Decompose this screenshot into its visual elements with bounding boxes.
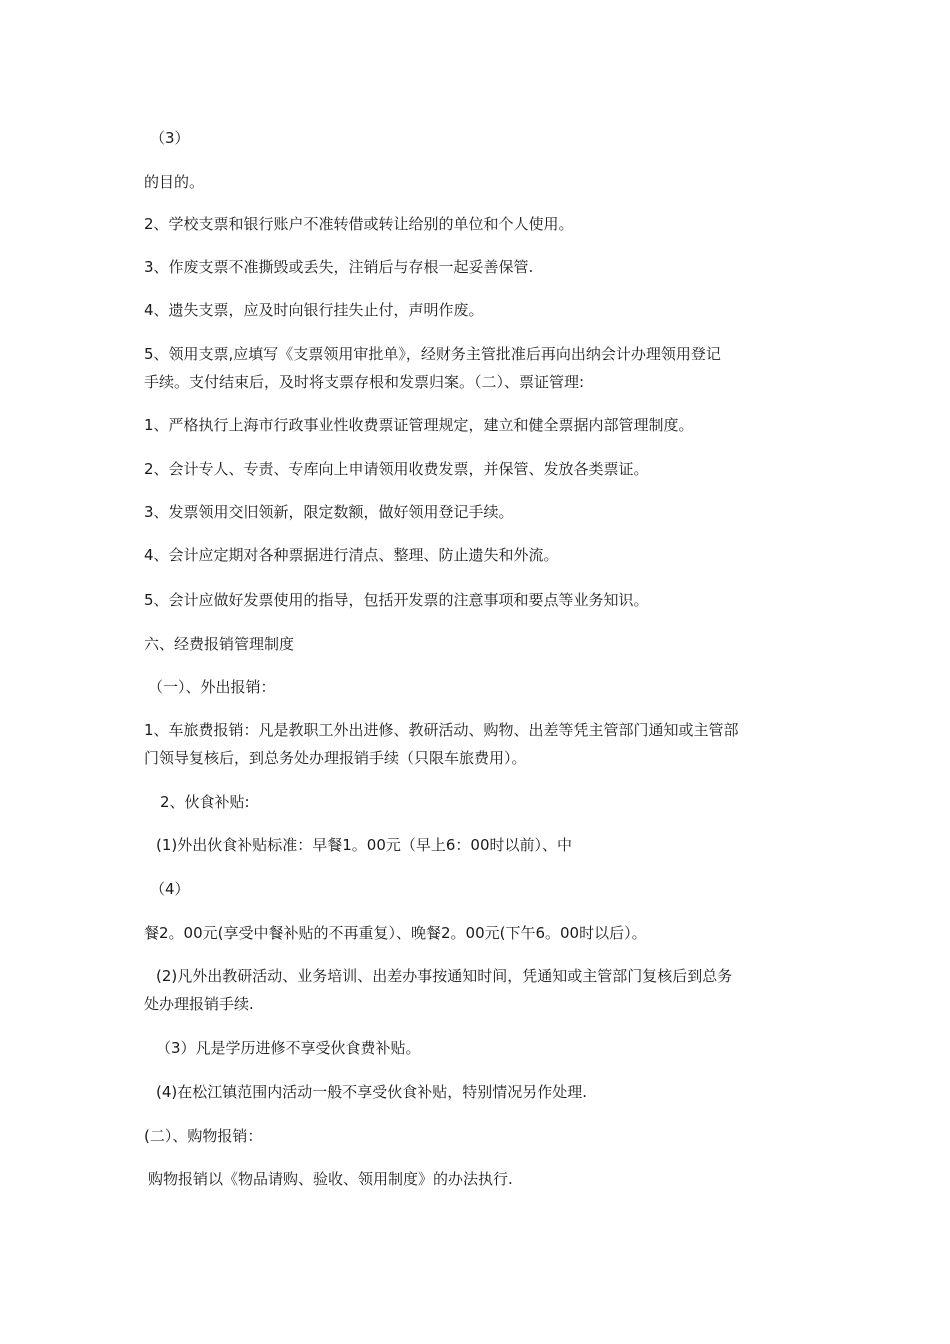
text-line: 5、领用支票,应填写《支票领用审批单》，经财务主管批准后再向出纳会计办理领用登记 (144, 345, 721, 363)
text-line: 5、会计应做好发票使用的指导，包括开发票的注意事项和要点等业务知识。 (144, 591, 649, 609)
text-line: 1、严格执行上海市行政事业性收费票证管理规定，建立和健全票据内部管理制度。 (144, 416, 694, 434)
text-line: 2、伙食补贴: (160, 793, 250, 811)
text-line: （3） (150, 129, 190, 147)
subsection-heading: （一）、外出报销： (148, 678, 276, 696)
text-line: 手续。支付结束后，及时将支票存根和发票归案。（二）、票证管理: (144, 373, 585, 391)
text-line: (2)凡外出教研活动、业务培训、出差办事按通知时间，凭通知或主管部门复核后到总务 (156, 967, 733, 985)
text-line: 门领导复核后，到总务处办理报销手续（只限车旅费用）。 (144, 749, 527, 767)
text-line: 1、车旅费报销：凡是教职工外出进修、教研活动、购物、出差等凭主管部门通知或主管部 (144, 721, 739, 739)
text-line: 的目的。 (144, 173, 205, 191)
text-line: 2、学校支票和银行账户不准转借或转让给别的单位和个人使用。 (144, 215, 574, 233)
text-line: （4） (150, 880, 190, 898)
text-line: 3、作废支票不准撕毁或丢失，注销后与存根一起妥善保管. (144, 258, 534, 276)
text-line: 2、会计专人、专责、专库向上申请领用收费发票，并保管、发放各类票证。 (144, 460, 649, 478)
text-line: 4、遗失支票，应及时向银行挂失止付，声明作废。 (144, 301, 484, 319)
text-line: (4)在松江镇范围内活动一般不享受伙食补贴，特别情况另作处理. (156, 1083, 588, 1101)
text-line: 购物报销以《物品请购、验收、领用制度》的办法执行. (148, 1170, 513, 1188)
text-line: 处办理报销手续. (144, 995, 254, 1013)
text-line: 4、会计应定期对各种票据进行清点、整理、防止遗失和外流。 (144, 546, 559, 564)
section-heading: 六、经费报销管理制度 (144, 635, 295, 653)
subsection-heading: (二）、购物报销： (144, 1127, 263, 1145)
text-line: (1)外出伙食补贴标准：早餐1。00元（早上6：00时以前）、中 (156, 836, 573, 854)
text-line: 餐2。00元(享受中餐补贴的不再重复）、晚餐2。00元(下午6。00时以后）。 (144, 924, 647, 942)
text-line: 3、发票领用交旧领新，限定数额，做好领用登记手续。 (144, 503, 514, 521)
text-line: （3）凡是学历进修不享受伙食费补贴。 (156, 1039, 421, 1057)
